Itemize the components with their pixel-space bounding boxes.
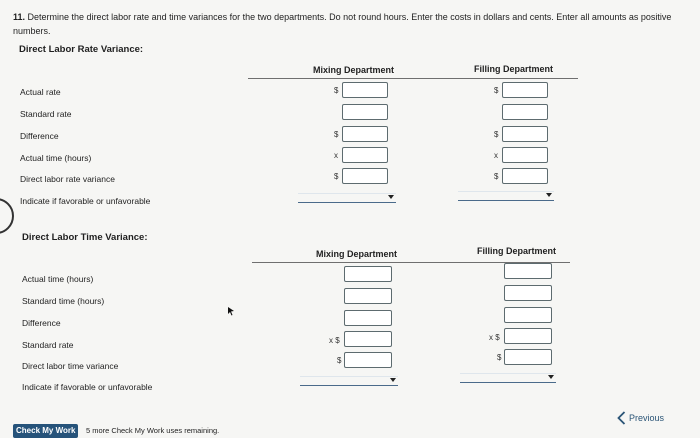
time-filling-actual-time-input[interactable] bbox=[504, 263, 552, 279]
rate-col-mixing: Mixing Department bbox=[313, 65, 395, 75]
time-row-actual-time: Actual time (hours) bbox=[22, 274, 94, 284]
previous-button[interactable] bbox=[617, 408, 664, 428]
time-row-indicate: Indicate if favorable or unfavorable bbox=[22, 382, 153, 392]
time-filling-standard-rate-input[interactable] bbox=[504, 328, 552, 344]
question-text bbox=[13, 10, 693, 38]
time-filling-favorable-select[interactable] bbox=[460, 373, 556, 383]
rate-mixing-difference-input[interactable] bbox=[342, 126, 388, 142]
time-mixing-variance-input[interactable] bbox=[344, 352, 392, 368]
dollar-sign: $ bbox=[334, 172, 339, 181]
time-filling-difference-input[interactable] bbox=[504, 307, 552, 323]
time-row-standard-rate: Standard rate bbox=[22, 340, 74, 350]
rate-mixing-variance-input[interactable] bbox=[342, 168, 388, 184]
check-remaining-text: 5 more Check My Work uses remaining. bbox=[86, 426, 220, 435]
rate-row-difference: Difference bbox=[20, 131, 59, 141]
rate-mixing-actual-time-input[interactable] bbox=[342, 147, 388, 163]
time-row-difference: Difference bbox=[22, 318, 61, 328]
time-row-standard-time: Standard time (hours) bbox=[22, 296, 105, 306]
time-mixing-difference-input[interactable] bbox=[344, 310, 392, 326]
chevron-down-icon bbox=[548, 375, 554, 379]
rate-row-variance: Direct labor rate variance bbox=[20, 174, 115, 184]
dollar-sign: $ bbox=[334, 130, 339, 139]
times-sign: x bbox=[334, 151, 338, 160]
rate-row-indicate: Indicate if favorable or unfavorable bbox=[20, 196, 151, 206]
check-my-work-button[interactable]: Check My Work bbox=[13, 424, 78, 438]
time-filling-variance-input[interactable] bbox=[504, 349, 552, 365]
rate-filling-standard-rate-input[interactable] bbox=[502, 104, 548, 120]
time-variance-heading: Direct Labor Time Variance: bbox=[22, 232, 148, 243]
mouse-cursor-icon bbox=[226, 306, 236, 316]
question-number: 11. bbox=[13, 12, 26, 22]
dollar-sign: $ bbox=[494, 172, 499, 181]
times-dollar-sign: x $ bbox=[329, 336, 340, 345]
time-mixing-standard-time-input[interactable] bbox=[344, 288, 392, 304]
rate-filling-actual-time-input[interactable] bbox=[502, 147, 548, 163]
question-body: Determine the direct labor rate and time variances for the two departments. Do not round hours. Enter the costs in dollars and cents. Enter all amounts as positive numbers. bbox=[13, 12, 672, 36]
rate-row-standard-rate: Standard rate bbox=[20, 109, 72, 119]
rate-header-rule bbox=[248, 78, 578, 79]
time-filling-standard-time-input[interactable] bbox=[504, 285, 552, 301]
rate-filling-difference-input[interactable] bbox=[502, 126, 548, 142]
chevron-down-icon bbox=[546, 193, 552, 197]
chevron-left-icon bbox=[617, 411, 626, 425]
times-dollar-sign: x $ bbox=[489, 333, 500, 342]
rate-col-filling: Filling Department bbox=[474, 64, 554, 74]
rate-row-actual-time: Actual time (hours) bbox=[20, 153, 92, 163]
dollar-sign: $ bbox=[494, 86, 499, 95]
chevron-down-icon bbox=[390, 378, 396, 382]
dollar-sign: $ bbox=[337, 356, 342, 365]
rate-row-actual-rate: Actual rate bbox=[20, 87, 61, 97]
rate-filling-actual-rate-input[interactable] bbox=[502, 82, 548, 98]
time-mixing-actual-time-input[interactable] bbox=[344, 266, 392, 282]
time-row-variance: Direct labor time variance bbox=[22, 361, 119, 371]
rate-mixing-actual-rate-input[interactable] bbox=[342, 82, 388, 98]
rate-mixing-standard-rate-input[interactable] bbox=[342, 104, 388, 120]
rate-filling-variance-input[interactable] bbox=[502, 168, 548, 184]
dollar-sign: $ bbox=[497, 353, 502, 362]
time-col-mixing: Mixing Department bbox=[316, 249, 398, 259]
rate-mixing-favorable-select[interactable] bbox=[298, 193, 396, 203]
time-mixing-favorable-select[interactable] bbox=[300, 376, 398, 386]
time-col-filling: Filling Department bbox=[477, 246, 557, 256]
dollar-sign: $ bbox=[334, 86, 339, 95]
rate-filling-favorable-select[interactable] bbox=[458, 191, 554, 201]
chevron-down-icon bbox=[388, 195, 394, 199]
rate-variance-heading: Direct Labor Rate Variance: bbox=[19, 44, 144, 55]
side-nav-arc bbox=[0, 198, 14, 234]
time-mixing-standard-rate-input[interactable] bbox=[344, 331, 392, 347]
previous-label: Previous bbox=[629, 413, 665, 423]
dollar-sign: $ bbox=[494, 130, 499, 139]
times-sign: x bbox=[494, 151, 498, 160]
